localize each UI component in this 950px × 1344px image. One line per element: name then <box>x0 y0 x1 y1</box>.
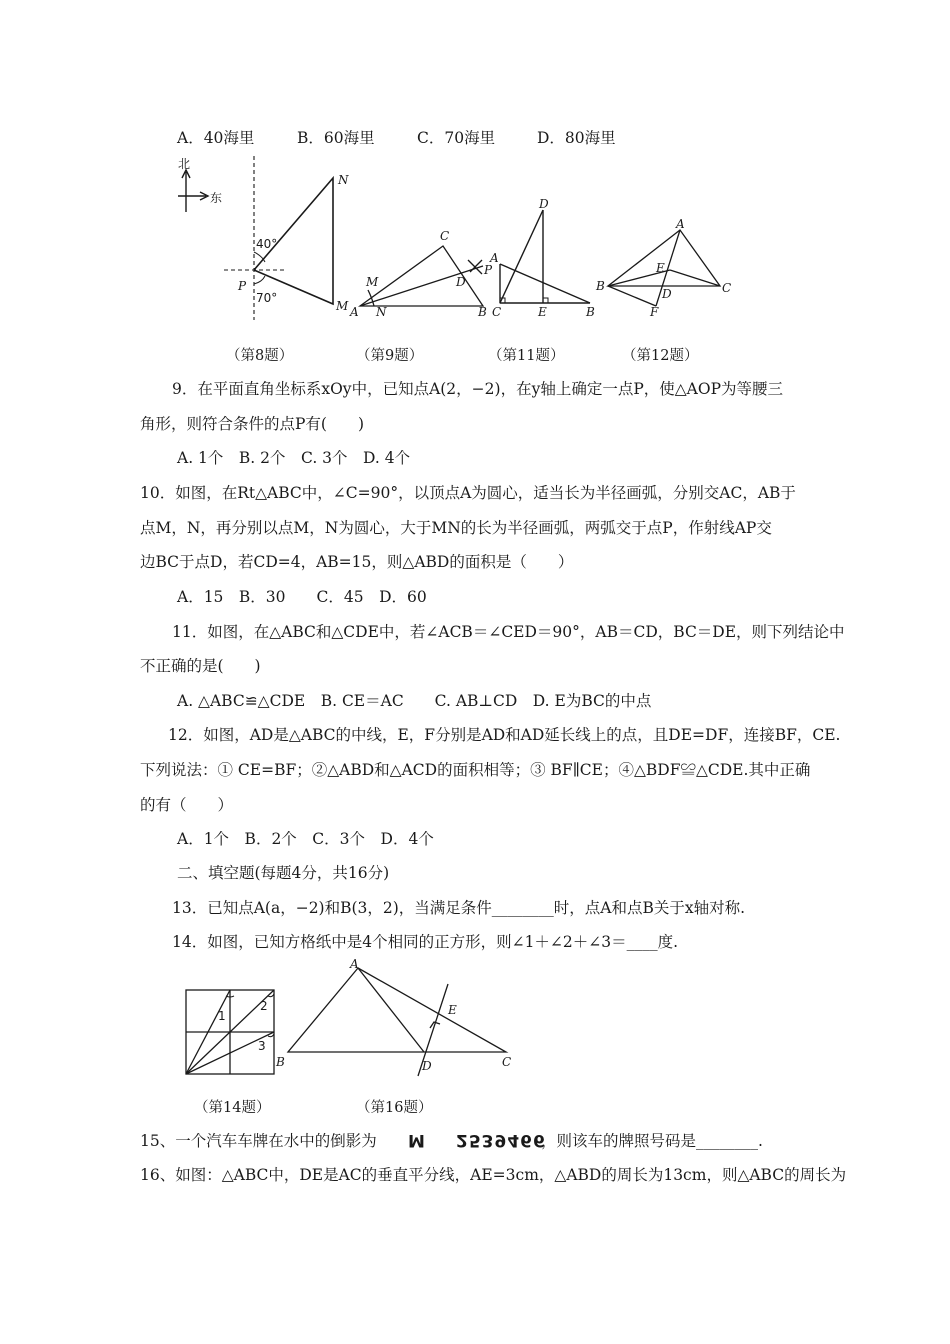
point-p-label: P <box>238 279 247 293</box>
figure-9 <box>350 228 500 323</box>
north-label: 北 <box>178 157 191 171</box>
q9-options: A. 1个 B. 2个 C. 3个 D. 4个 <box>177 449 411 467</box>
q12-line3: 的有（ ） <box>140 796 234 814</box>
q10-options: A．15 B．30 C．45 D．60 <box>177 588 427 606</box>
figure-16 <box>272 954 522 1080</box>
fig16-c: C <box>502 1055 512 1069</box>
q16: 16、如图：△ABC中，DE是AC的垂直平分线，AE=3cm，△ABD的周长为13cm，则△ABC的周长为 <box>140 1166 847 1184</box>
q8-option-a: A．40海里 <box>177 129 255 147</box>
caption-q11: （第11题） <box>488 348 565 364</box>
angle-40-label: 40° <box>256 237 278 251</box>
fig9-b: B <box>478 305 487 319</box>
plate-reflection-part2: 2539466 <box>456 1130 546 1150</box>
fig12-f: F <box>650 305 659 319</box>
plate-reflection-part1: M <box>408 1130 426 1150</box>
point-n-label: N <box>338 173 349 187</box>
figure-8 <box>170 152 370 322</box>
caption-q8: （第8题） <box>226 348 294 364</box>
fig11-a: A <box>490 251 499 265</box>
q12-line2: 下列说法：① CE=BF；②△ABD和△ACD的面积相等；③ BF∥CE；④△BDF≌△CDE.其中正确 <box>140 761 811 779</box>
fig12-c: C <box>722 281 732 295</box>
q9-line2: 角形，则符合条件的点P有( ) <box>140 415 365 433</box>
east-label: 东 <box>210 191 223 205</box>
q8-option-b: B．60海里 <box>297 129 375 147</box>
q11-line1: 11．如图，在△ABC和△CDE中，若∠ACB＝∠CED＝90°，AB＝CD，BC＝DE，则下列结论中 <box>172 623 845 641</box>
fig16-e: E <box>448 1003 457 1017</box>
q10-line2: 点M，N，再分别以点M，N为圆心，大于MN的长为半径画弧，两弧交于点P，作射线AP交 <box>140 519 772 537</box>
q10-line3: 边BC于点D，若CD=4，AB=15，则△ABD的面积是（ ） <box>140 553 574 571</box>
fig9-n: N <box>376 305 387 319</box>
fig9-p: P <box>484 263 493 277</box>
fig16-d: D <box>422 1059 432 1073</box>
q9-line1: 9．在平面直角坐标系xOy中，已知点A(2，−2)，在y轴上确定一点P，使△AOP为等腰三 <box>172 380 784 398</box>
q13: 13．已知点A(a，−2)和B(3，2)，当满足条件________时，点A和点B关于x轴对称. <box>172 899 746 917</box>
caption-q9: （第9题） <box>356 348 424 364</box>
fig11-c: C <box>492 305 502 319</box>
fig11-e: E <box>538 305 547 319</box>
fig11-d: D <box>539 197 549 211</box>
q15-suffix: ，则该车的牌照号码是________. <box>541 1132 763 1150</box>
fig16-b: B <box>276 1055 285 1069</box>
figure-12 <box>592 216 742 321</box>
q14: 14．如图，已知方格纸中是4个相同的正方形，则∠1＋∠2＋∠3＝____度. <box>172 933 679 951</box>
fig9-c: C <box>440 229 450 243</box>
fig14-angle3: 3 <box>258 1039 266 1053</box>
q11-line2: 不正确的是( ) <box>140 657 261 675</box>
fig12-b: B <box>596 279 605 293</box>
q8-options <box>177 128 616 148</box>
fig11-b: B <box>586 305 595 319</box>
q12-line1: 12．如图，AD是△ABC的中线，E，F分别是AD和AD延长线上的点，且DE=DF，连接BF，CE. <box>168 726 841 744</box>
q11-options: A. △ABC≌△CDE B. CE＝AC C. AB⊥CD D. E为BC的中点 <box>177 692 652 710</box>
q10-line1: 10．如图，在Rt△ABC中，∠C=90°，以顶点A为圆心，适当长为半径画弧，分别交AC，AB于 <box>140 484 796 502</box>
fig12-a: A <box>676 217 685 231</box>
caption-q14: （第14题） <box>194 1100 271 1116</box>
fig12-d: D <box>662 287 672 301</box>
fig16-a: A <box>350 957 359 971</box>
figure-14 <box>180 986 280 1078</box>
section-2-heading: 二、填空题(每题4分，共16分) <box>177 864 390 882</box>
fig9-d: D <box>456 275 466 289</box>
fig9-a: A <box>350 305 359 319</box>
fig14-angle1: 1 <box>218 1009 226 1023</box>
caption-q12: （第12题） <box>622 348 699 364</box>
fig12-e: E <box>656 261 665 275</box>
figure-11 <box>486 196 606 321</box>
q12-options: A．1个 B．2个 C．3个 D．4个 <box>177 830 434 848</box>
angle-70-label: 70° <box>256 291 278 305</box>
q8-option-c: C．70海里 <box>417 129 496 147</box>
caption-q16: （第16题） <box>356 1100 433 1116</box>
fig9-m: M <box>366 275 379 289</box>
fig14-angle2: 2 <box>260 999 268 1013</box>
q15-prefix: 15、一个汽车车牌在水中的倒影为 <box>140 1132 377 1150</box>
q8-option-d: D．80海里 <box>537 129 616 147</box>
point-m-label: M <box>336 299 349 313</box>
